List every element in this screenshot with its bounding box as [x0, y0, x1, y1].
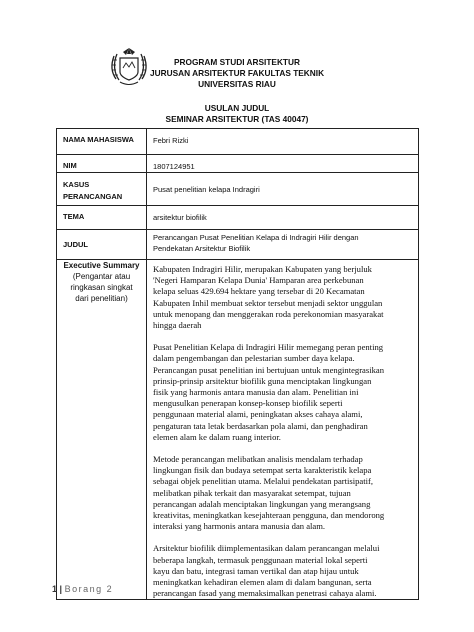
value-kasus: Pusat penelitian kelapa Indragiri — [147, 173, 419, 206]
header-university: UNIVERSITAS RIAU — [198, 79, 276, 89]
document-title — [150, 103, 324, 125]
institution-header — [150, 57, 324, 90]
summary-paragraph-1: Kabupaten Indragiri Hilir, merupakan Kabupaten yang berjuluk 'Negeri Hamparan Kelapa Dunia' Hamparan area perkebunan kelapa seluas 429.694 hektare yang tersebar di 20 Kecamatan Kabupaten Inhil membuat sektor tersebut menjadi sektor unggulan untuk menopang dan menggerakan roda perekonomian masyarakat hingga daerah — [153, 264, 384, 331]
value-nama: Febri Rizki — [147, 129, 419, 155]
value-tema: arsitektur biofilik — [147, 206, 419, 230]
header-program: PROGRAM STUDI ARSITEKTUR — [174, 57, 300, 67]
footer-separator: | — [59, 584, 63, 594]
label-nama: NAMA MAHASISWA — [57, 129, 147, 155]
label-kasus: KASUS PERANCANGAN — [57, 173, 147, 206]
label-judul: JUDUL — [57, 230, 147, 260]
form-row-nama — [57, 129, 419, 155]
title-usulan: USULAN JUDUL — [204, 103, 270, 113]
title-seminar: SEMINAR ARSITEKTUR (TAS 40047) — [165, 114, 309, 124]
summary-paragraph-2: Pusat Penelitian Kelapa di Indragiri Hilir memegang peran penting dalam pengembangan dan pelestarian sumber daya kelapa. Perancangan pusat penelitian ini bertujuan untuk mengintegrasikan prinsip-prinsip arsitektur biofilik guna menciptakan lingkungan fisik yang harmonis antara manusia dan alam. Penelitian ini mengusulkan penerapan konsep-konsep biofilik seperti penggunaan material alami, peningkatan akses cahaya alami, pengaturan tata letak berdasarkan pola alami, dan penghadiran elemen alam ke dalam ruang interior. — [153, 342, 385, 442]
form-row-tema — [57, 206, 419, 230]
label-executive-summary: Executive Summary (Pengantar atau ringkasan singkat dari penelitian) — [57, 260, 147, 600]
header-department: JURUSAN ARSITEKTUR FAKULTAS TEKNIK — [150, 68, 325, 78]
summary-paragraph-3: Metode perancangan melibatkan analisis mendalam terhadap lingkungan fisik dan budaya setempat serta karakteristik kelapa sebagai objek penelitian utama. Melalui pendekatan partisipatif, melibatkan pihak terkait dan masyarakat setempat, tujuan perancangan adalah menciptakan lingkungan yang merangsang kreativitas, meningkatkan kesejahteraan pengguna, dan mendorong interaksi yang harmonis antara manusia dan alam. — [153, 454, 385, 532]
executive-summary-body — [147, 260, 419, 600]
proposal-form-table — [56, 128, 419, 600]
footer-section: Borang 2 — [64, 584, 114, 594]
label-nim: NIM — [57, 155, 147, 173]
university-logo — [108, 46, 150, 88]
form-row-nim — [57, 155, 419, 173]
page-footer — [52, 584, 113, 594]
value-judul: Perancangan Pusat Penelitian Kelapa di Indragiri Hilir dengan Pendekatan Arsitektur Biofilik — [147, 230, 419, 260]
form-row-executive-summary — [57, 260, 419, 600]
executive-summary-title: Executive Summary — [63, 261, 140, 270]
form-row-kasus — [57, 173, 419, 206]
summary-paragraph-4: Arsitektur biofilik diimplementasikan dalam perancangan melalui beberapa langkah, termasuk penggunaan material lokal seperti kayu dan batu, integrasi taman vertikal dan atap hijau untuk meningkatkan kehadiran elemen alam di dalam bangunan, serta perancangan fasad yang memaksimalkan penetrasi cahaya alami. — [153, 543, 380, 599]
form-row-judul — [57, 230, 419, 260]
value-nim: 1807124951 — [147, 155, 419, 173]
page-number: 1 — [52, 584, 58, 594]
label-tema: TEMA — [57, 206, 147, 230]
